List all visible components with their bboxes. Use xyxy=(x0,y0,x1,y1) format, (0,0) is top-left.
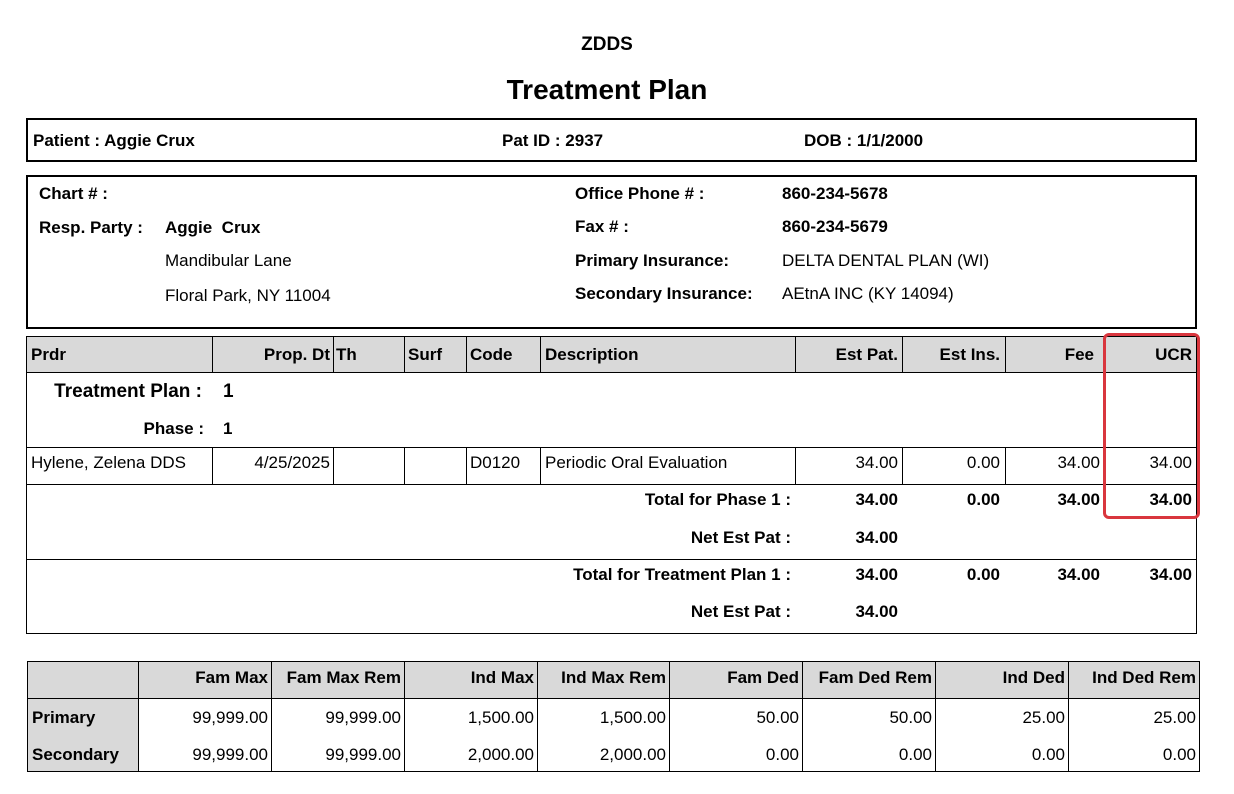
fax-label: Fax # : xyxy=(575,217,629,236)
row-description: Periodic Oral Evaluation xyxy=(545,453,728,472)
plan-total-fee: 34.00 xyxy=(1057,565,1100,584)
patient-bar xyxy=(26,118,1197,162)
plan-total-est-ins: 0.00 xyxy=(966,565,1000,584)
phase-total-fee: 34.00 xyxy=(1057,490,1100,509)
benefits-primary-fam-max: 99,999.00 xyxy=(192,708,268,727)
col-th: Th xyxy=(336,345,357,364)
benefits-col-ind-max-rem: Ind Max Rem xyxy=(561,668,666,687)
chart-label: Chart # : xyxy=(39,184,108,203)
benefits-primary-ind-ded-rem: 25.00 xyxy=(1153,708,1196,727)
col-est-ins: Est Ins. xyxy=(939,345,1000,364)
row-ucr: 34.00 xyxy=(1149,453,1192,472)
benefits-secondary-fam-max: 99,999.00 xyxy=(192,745,268,764)
benefits-secondary-fam-ded-rem: 0.00 xyxy=(898,745,932,764)
col-fee: Fee xyxy=(1064,345,1094,364)
col-description: Description xyxy=(545,345,639,364)
col-surf: Surf xyxy=(408,345,442,364)
phase-total-est-pat: 34.00 xyxy=(855,490,898,509)
benefits-row-primary-label: Primary xyxy=(32,708,96,727)
benefits-primary-ind-ded: 25.00 xyxy=(1022,708,1065,727)
row-prop-dt: 4/25/2025 xyxy=(254,453,330,472)
col-est-pat: Est Pat. xyxy=(835,345,898,364)
benefits-row-secondary-label: Secondary xyxy=(32,745,119,764)
col-code: Code xyxy=(470,345,513,364)
benefits-primary-fam-max-rem: 99,999.00 xyxy=(325,708,401,727)
primary-insurance-label: Primary Insurance: xyxy=(575,251,730,270)
benefits-secondary-fam-max-rem: 99,999.00 xyxy=(325,745,401,764)
row-est-ins: 0.00 xyxy=(966,453,1000,472)
phase-net-est-pat-label: Net Est Pat : xyxy=(690,528,791,547)
address-line2: Floral Park, NY 11004 xyxy=(165,286,331,305)
patient-name: Aggie Crux xyxy=(104,131,195,150)
org-name: ZDDS xyxy=(581,34,633,55)
plan-total-est-pat: 34.00 xyxy=(855,565,898,584)
row-fee: 34.00 xyxy=(1057,453,1100,472)
primary-insurance: DELTA DENTAL PLAN (WI) xyxy=(782,251,990,270)
secondary-insurance-label: Secondary Insurance: xyxy=(575,284,753,303)
benefits-col-ind-ded: Ind Ded xyxy=(1002,668,1065,687)
office-phone: 860-234-5678 xyxy=(782,184,888,203)
col-ucr: UCR xyxy=(1155,345,1192,364)
plan-total-label: Total for Treatment Plan 1 : xyxy=(573,565,791,584)
benefits-primary-ind-max-rem: 1,500.00 xyxy=(599,708,666,727)
resp-party-label: Resp. Party : xyxy=(39,218,143,237)
row-est-pat: 34.00 xyxy=(855,453,898,472)
resp-party-name: Aggie Crux xyxy=(165,218,261,237)
plan-net-est-pat: 34.00 xyxy=(855,602,898,621)
plan-net-est-pat-label: Net Est Pat : xyxy=(690,602,791,621)
pat-id: Pat ID : 2937 xyxy=(502,131,604,150)
benefits-primary-fam-ded: 50.00 xyxy=(756,708,799,727)
col-prop-dt: Prop. Dt xyxy=(263,345,330,364)
info-box xyxy=(26,175,1197,329)
plan-total-ucr: 34.00 xyxy=(1149,565,1192,584)
benefits-secondary-fam-ded: 0.00 xyxy=(765,745,799,764)
phase-total-est-ins: 0.00 xyxy=(966,490,1000,509)
benefits-col-ind-max: Ind Max xyxy=(470,668,534,687)
col-prdr: Prdr xyxy=(31,345,66,364)
fax: 860-234-5679 xyxy=(782,217,888,236)
benefits-col-fam-ded-rem: Fam Ded Rem xyxy=(818,668,932,687)
benefits-col-fam-max-rem: Fam Max Rem xyxy=(286,668,401,687)
treatment-plan-label: Treatment Plan : xyxy=(54,381,202,402)
ucr-highlight xyxy=(1103,333,1200,519)
benefits-secondary-ind-max-rem: 2,000.00 xyxy=(599,745,666,764)
address-line1: Mandibular Lane xyxy=(165,251,292,270)
phase-net-est-pat: 34.00 xyxy=(855,528,898,547)
secondary-insurance: AEtnA INC (KY 14094) xyxy=(782,284,954,303)
phase-label: Phase : xyxy=(143,419,204,438)
benefits-col-fam-max: Fam Max xyxy=(195,668,268,687)
row-prdr: Hylene, Zelena DDS xyxy=(31,453,186,472)
patient-label: Patient : Aggie Crux xyxy=(33,131,195,150)
phase-total-label: Total for Phase 1 : xyxy=(644,490,791,509)
office-phone-label: Office Phone # : xyxy=(575,184,705,203)
row-code: D0120 xyxy=(470,453,521,472)
dob: DOB : 1/1/2000 xyxy=(804,131,924,150)
benefits-secondary-ind-ded: 0.00 xyxy=(1031,745,1065,764)
phase-total-ucr: 34.00 xyxy=(1149,490,1192,509)
phase-value: 1 xyxy=(223,419,233,438)
benefits-col-fam-ded: Fam Ded xyxy=(727,668,799,687)
benefits-primary-fam-ded-rem: 50.00 xyxy=(889,708,932,727)
benefits-col-ind-ded-rem: Ind Ded Rem xyxy=(1092,668,1196,687)
benefits-primary-ind-max: 1,500.00 xyxy=(467,708,534,727)
page-title: Treatment Plan xyxy=(506,74,708,105)
benefits-secondary-ind-max: 2,000.00 xyxy=(467,745,534,764)
treatment-plan-value: 1 xyxy=(223,381,234,402)
benefits-secondary-ind-ded-rem: 0.00 xyxy=(1162,745,1196,764)
